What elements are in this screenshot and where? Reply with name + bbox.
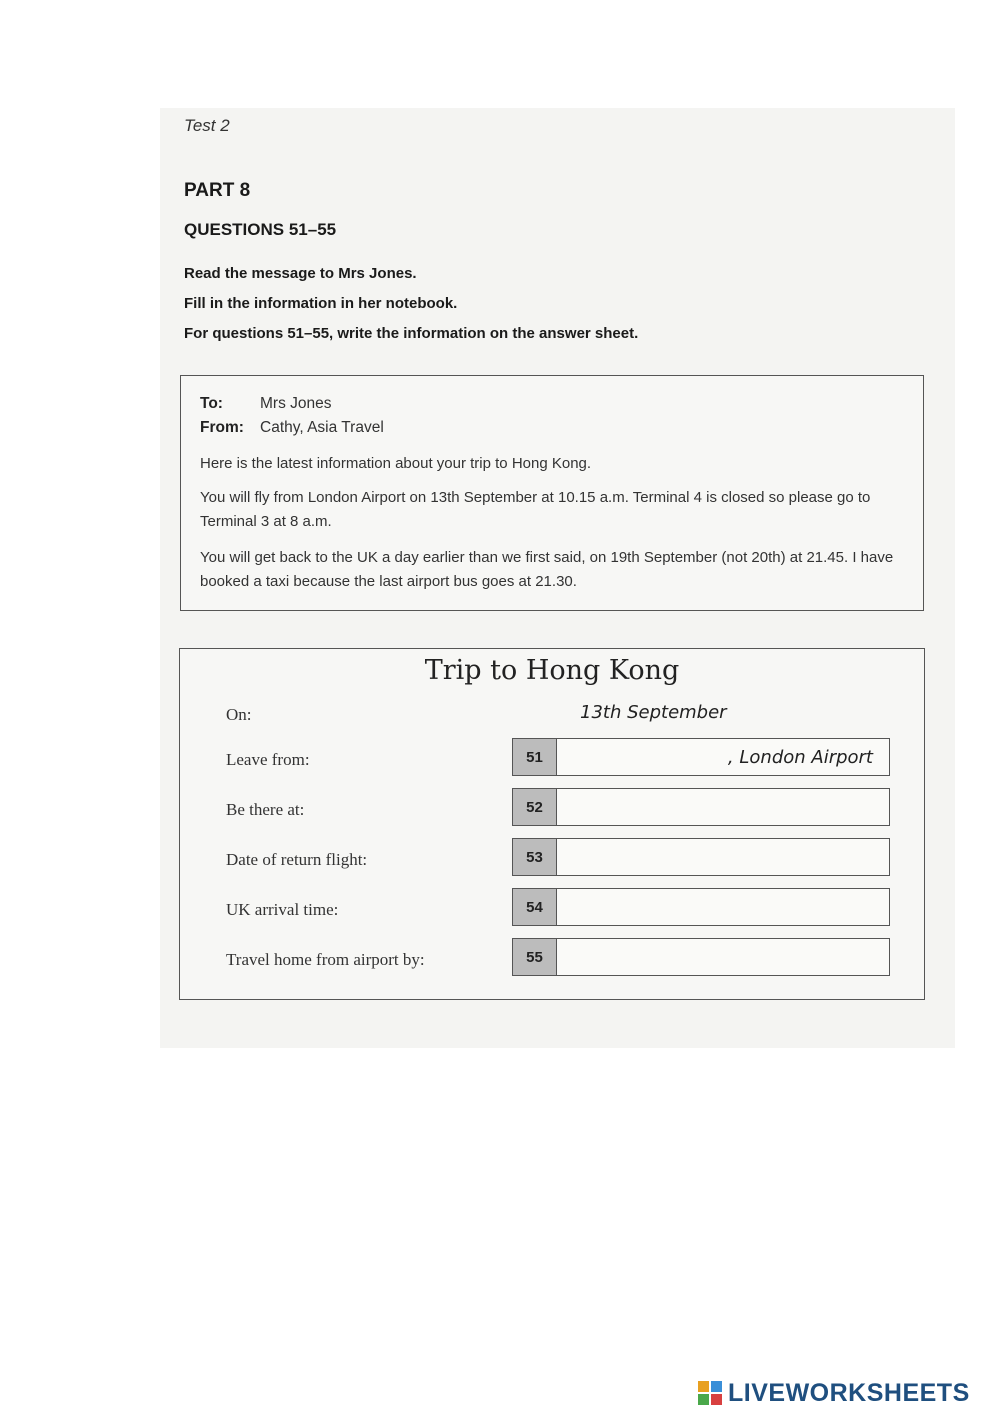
from-value: Cathy, Asia Travel (260, 419, 384, 436)
question-number-55: 55 (513, 939, 557, 975)
logo-text: LIVEWORKSHEETS (728, 1378, 970, 1407)
message-paragraph-2: You will fly from London Airport on 13th September at 10.15 a.m. Terminal 4 is closed so please go to Terminal 3 at 8 a.m. (200, 489, 871, 530)
instruction-1: Read the message to Mrs Jones. (184, 265, 417, 282)
question-number-53: 53 (513, 839, 557, 875)
answer-value-51: , London Airport (727, 747, 873, 768)
message-from (200, 419, 384, 437)
from-label: From: (200, 419, 244, 436)
answer-box-54[interactable] (512, 888, 890, 926)
notebook-title: Trip to Hong Kong (424, 655, 680, 686)
part-heading: PART 8 (184, 180, 251, 201)
answer-box-53[interactable] (512, 838, 890, 876)
instruction-3: For questions 51–55, write the information on the answer sheet. (184, 325, 639, 342)
instruction-2: Fill in the information in her notebook. (184, 295, 458, 312)
logo-icon (698, 1381, 722, 1405)
liveworksheets-logo (698, 1378, 970, 1408)
question-number-54: 54 (513, 889, 557, 925)
message-to (200, 395, 332, 413)
message-paragraph-3: You will get back to the UK a day earlier than we first said, on 19th September (not 20th) at 21.45. I have booked a taxi because the last airport bus goes at 21.30. (200, 549, 894, 590)
answer-box-51[interactable] (512, 738, 890, 776)
row-label-54: UK arrival time: (226, 900, 339, 919)
question-number-52: 52 (513, 789, 557, 825)
to-value: Mrs Jones (260, 395, 332, 412)
on-value: 13th September (580, 702, 727, 723)
answer-box-52[interactable] (512, 788, 890, 826)
row-label-51: Leave from: (226, 750, 310, 769)
to-label: To: (200, 395, 223, 412)
questions-heading: QUESTIONS 51–55 (184, 220, 337, 239)
question-number-51: 51 (513, 739, 557, 775)
answer-box-55[interactable] (512, 938, 890, 976)
test-label: Test 2 (184, 116, 230, 135)
message-paragraph-1: Here is the latest information about your trip to Hong Kong. (200, 455, 592, 472)
row-label-52: Be there at: (226, 800, 305, 819)
on-label: On: (226, 705, 252, 724)
row-label-53: Date of return flight: (226, 850, 368, 869)
row-label-55: Travel home from airport by: (226, 950, 425, 969)
